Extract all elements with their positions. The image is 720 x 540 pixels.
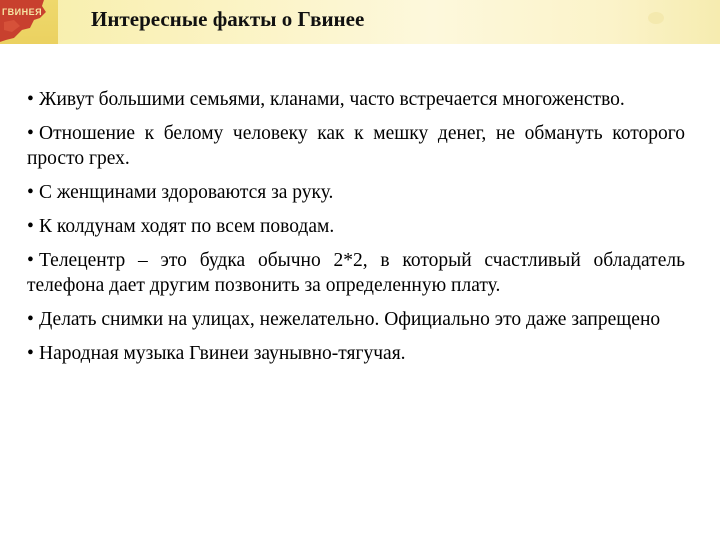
fact-list bbox=[27, 87, 685, 375]
bullet-icon: • bbox=[27, 309, 34, 330]
bullet-icon: • bbox=[27, 123, 34, 144]
list-item-text: Телецентр – это будка обычно 2*2, в который счастливый обладатель телефона дает другим позвонить за определенную плату. bbox=[27, 250, 685, 296]
bullet-icon: • bbox=[27, 89, 34, 110]
list-item-text: С женщинами здороваются за руку. bbox=[39, 182, 334, 203]
list-item-text: К колдунам ходят по всем поводам. bbox=[39, 216, 335, 237]
list-item bbox=[27, 248, 685, 298]
list-item-text: Делать снимки на улицах, нежелательно. Официально это даже запрещено bbox=[39, 309, 661, 330]
list-item-text: Народная музыка Гвинеи заунывно-тягучая. bbox=[39, 343, 406, 364]
logo-text: ГВИНЕЯ bbox=[2, 7, 43, 17]
list-item-text: Живут большими семьями, кланами, часто встречается многоженство. bbox=[39, 89, 625, 110]
page-title: Интересные факты о Гвинее bbox=[91, 7, 365, 31]
list-item bbox=[27, 121, 685, 171]
list-item bbox=[27, 341, 685, 366]
bullet-icon: • bbox=[27, 182, 34, 203]
list-item bbox=[27, 214, 685, 239]
bullet-icon: • bbox=[27, 343, 34, 364]
list-item bbox=[27, 87, 685, 112]
corner-decoration bbox=[648, 12, 664, 24]
guinea-map-logo bbox=[0, 0, 58, 44]
list-item bbox=[27, 180, 685, 205]
bullet-icon: • bbox=[27, 216, 34, 237]
header-band bbox=[0, 0, 720, 44]
list-item bbox=[27, 307, 685, 332]
list-item-text: Отношение к белому человеку как к мешку денег, не обмануть которого просто грех. bbox=[27, 123, 685, 169]
bullet-icon: • bbox=[27, 250, 34, 271]
